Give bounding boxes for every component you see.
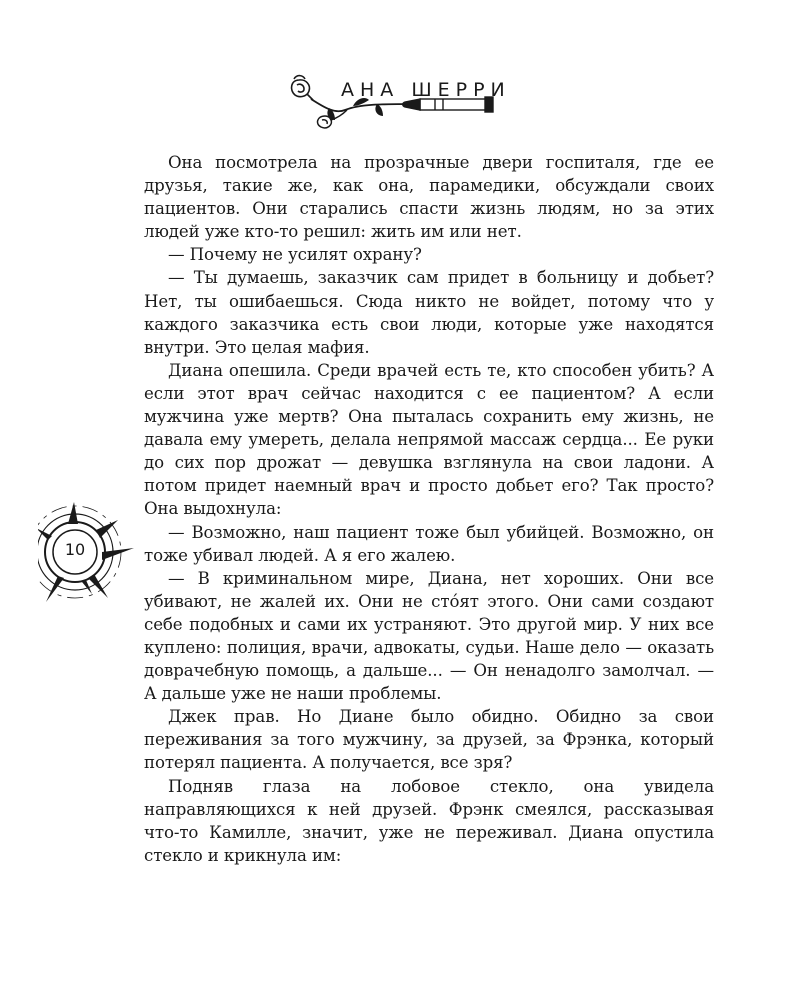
paragraph: Она посмотрела на прозрачные двери госпиталя, где ее друзья, такие же, как она, парамедики, обсуждали своих пациентов. Они старались спасти жизнь людям, но за этих людей уже кто-то решил: жить им или нет.: [144, 153, 714, 242]
paragraph: Джек прав. Но Диане было обидно. Обидно за свои переживания за того мужчину, за друзей, за Фрэнка, который потерял пациента. А получается, все зря?: [144, 707, 714, 773]
rose-icon: [292, 76, 313, 100]
paragraph: Диана опешила. Среди врачей есть те, кто способен убить? А если этот врач сейчас находится с ее пациентом? А если мужчина уже мертв? Она пыталась сохранить ему жизнь, не давала ему умереть, делала непрямой массаж сердца... Ее руки до сих пор дрожат — девушка взглянула на свои ладони. А потом придет наемный врач и просто добьет его? Так просто? Она выдохнула:: [144, 360, 714, 519]
paragraph: — Почему не усилят охрану?: [168, 245, 422, 265]
leaf-icons: [327, 98, 383, 120]
page-number: 10: [64, 540, 86, 559]
paragraph: — Возможно, наш пациент тоже был убийцей. Возможно, он тоже убивал людей. А я его жалею.: [144, 522, 714, 565]
paragraph: — Ты думаешь, заказчик сам придет в больницу и добьет? Нет, ты ошибаешься. Сюда никто не войдет, потому что у каждого заказчика есть свои люди, которые уже находятся внутри. Это целая мафия.: [144, 268, 714, 357]
paragraph: — В криминальном мире, Диана, нет хороших. Они все убивают, не жалей их. Они не сто́ят этого. Они сами создают себе подобных и сами их устраняют. Это другой мир. У них все куплено: полиция, врачи, адвокаты, судьи. Наше дело — оказать доврачебную помощь, а дальше... — Он ненадолго замолчал. — А дальше уже не наши проблемы.: [144, 568, 714, 704]
paragraph: Подняв глаза на лобовое стекло, она увидела направляющихся к ней друзей. Фрэнк смеялся, рассказывая что-то Камилле, значит, уже не переживал. Диана опустила стекло и крикнула им:: [144, 776, 714, 865]
running-header: [0, 70, 800, 140]
author-name: АНА ШЕРРИ: [341, 79, 511, 101]
body-text: [144, 151, 714, 867]
